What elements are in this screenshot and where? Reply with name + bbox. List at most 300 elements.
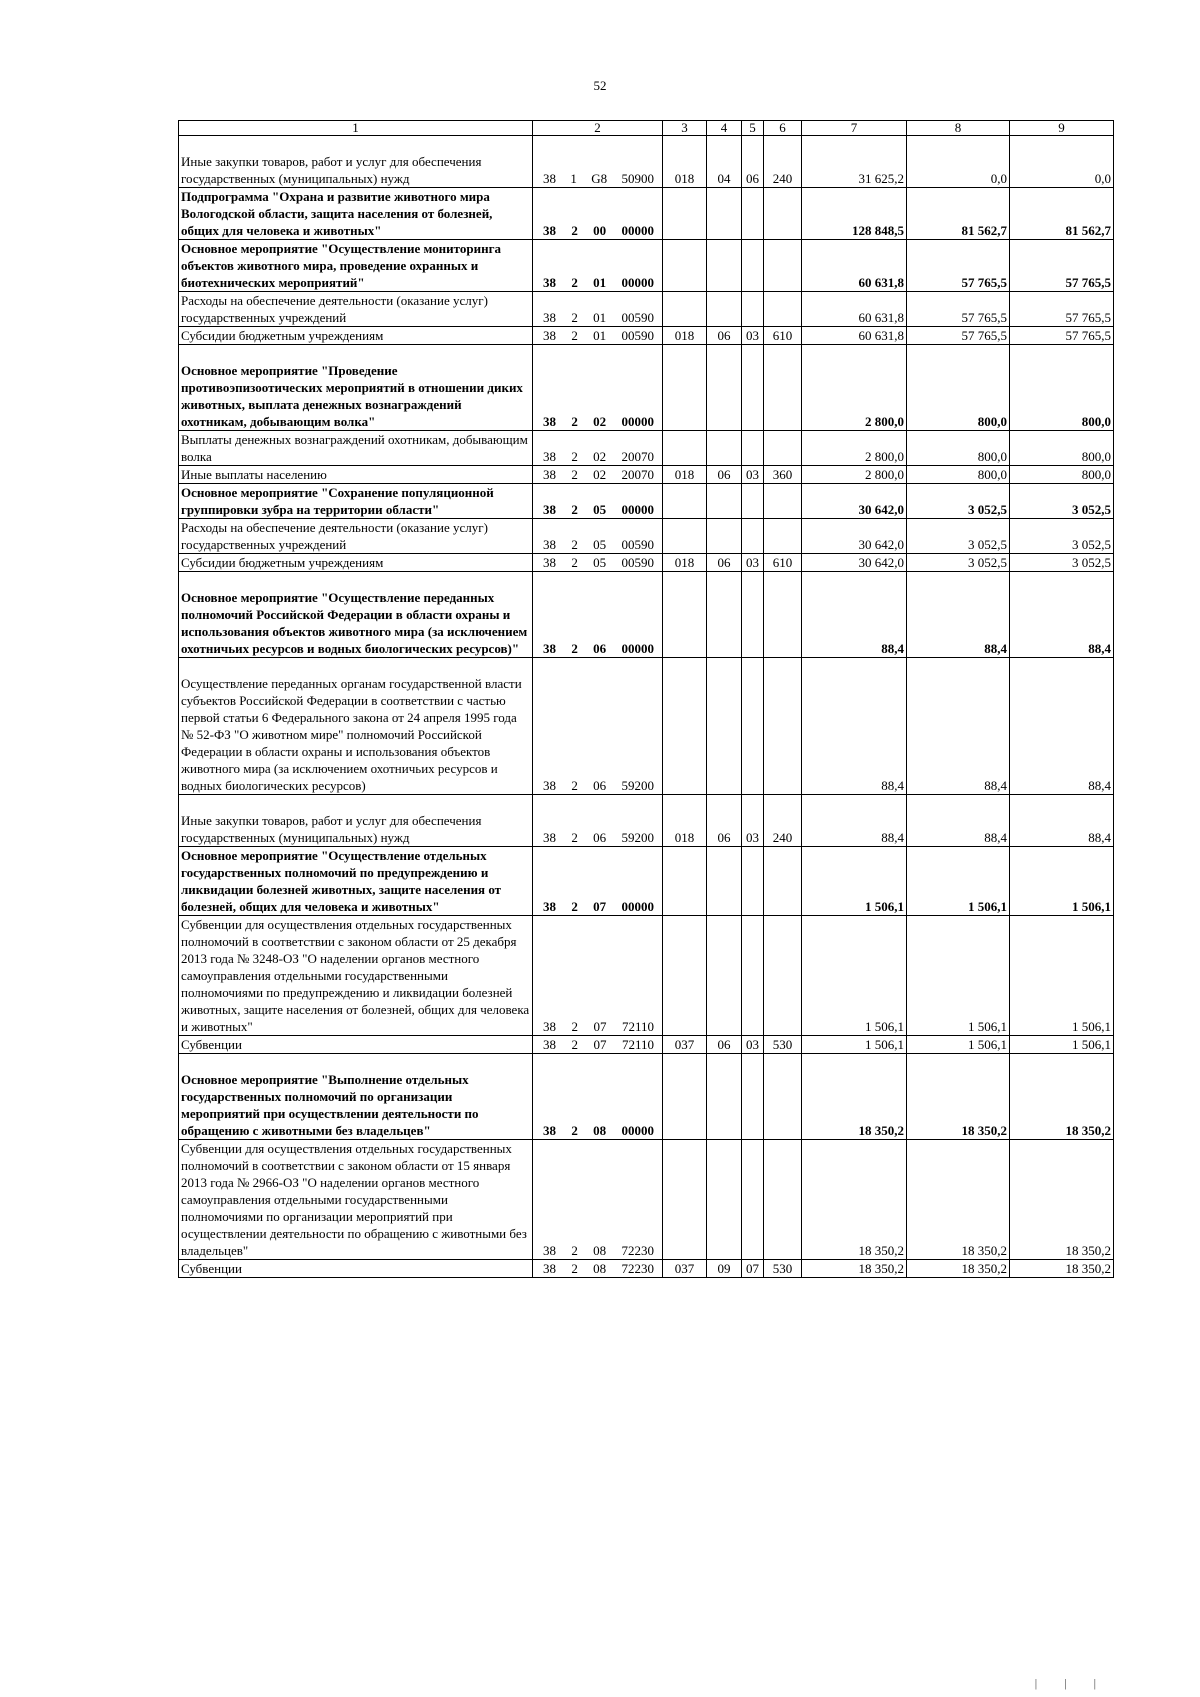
row-name: Субсидии бюджетным учреждениям (179, 327, 533, 345)
row-name: Субвенции для осуществления отдельных государственных полномочий в соответствии с законом области от 15 января 2013 года № 2966-ОЗ "О наделении органов местного самоуправления отдельными государственными полномочиями по организации мероприятий при осуществлении деятельности по обращению с животными без владельцев" (179, 1140, 533, 1260)
col3-cell (663, 431, 707, 466)
table-row (179, 431, 1114, 466)
header-cell: 8 (907, 121, 1010, 136)
row-name: Основное мероприятие "Осуществление мониторинга объектов животного мира, проведение охранных и биотехнических мероприятий" (179, 240, 533, 292)
col3-cell (663, 916, 707, 1036)
budget-code-part: 38 (543, 502, 556, 517)
amount-col7: 30 642,0 (802, 554, 907, 572)
budget-code-part: 02 (593, 467, 607, 482)
budget-code (533, 1140, 663, 1260)
col4-cell: 09 (707, 1260, 742, 1278)
amount-col7: 60 631,8 (802, 327, 907, 345)
budget-code-part: 2 (571, 555, 578, 570)
amount-col9: 88,4 (1010, 572, 1114, 658)
col4-cell (707, 345, 742, 431)
budget-code-part: 2 (571, 830, 578, 845)
col3-cell (663, 240, 707, 292)
table-row (179, 188, 1114, 240)
amount-col8: 800,0 (907, 345, 1010, 431)
budget-code-part: 2 (571, 467, 578, 482)
col6-cell: 360 (764, 466, 802, 484)
budget-code-part: 00590 (621, 310, 654, 325)
budget-code-part: 38 (543, 449, 556, 464)
budget-code-parts (535, 309, 660, 326)
budget-code-part: 38 (543, 414, 556, 429)
budget-code-parts (535, 829, 660, 846)
col5-cell: 03 (742, 1036, 764, 1054)
amount-col8: 800,0 (907, 466, 1010, 484)
col6-cell (764, 658, 802, 795)
table-row (179, 847, 1114, 916)
amount-col7: 1 506,1 (802, 1036, 907, 1054)
row-name: Субвенции (179, 1260, 533, 1278)
amount-col7: 30 642,0 (802, 519, 907, 554)
col5-cell (742, 519, 764, 554)
budget-code-part: 08 (593, 1123, 607, 1138)
budget-code-part: 00000 (621, 223, 654, 238)
col4-cell (707, 916, 742, 1036)
col5-cell (742, 188, 764, 240)
table-row (179, 1036, 1114, 1054)
budget-code-part: 2 (571, 1037, 578, 1052)
budget-code-part: 06 (593, 830, 607, 845)
budget-code-part: 08 (593, 1261, 607, 1276)
amount-col9: 3 052,5 (1010, 519, 1114, 554)
col4-cell (707, 292, 742, 327)
budget-code (533, 554, 663, 572)
col4-cell (707, 188, 742, 240)
amount-col8: 18 350,2 (907, 1140, 1010, 1260)
budget-code (533, 240, 663, 292)
amount-col8: 88,4 (907, 658, 1010, 795)
col6-cell: 530 (764, 1260, 802, 1278)
amount-col8: 18 350,2 (907, 1260, 1010, 1278)
amount-col7: 60 631,8 (802, 240, 907, 292)
col5-cell (742, 240, 764, 292)
budget-code-part: 20070 (621, 449, 654, 464)
col5-cell (742, 431, 764, 466)
amount-col9: 0,0 (1010, 136, 1114, 188)
budget-code-parts (535, 536, 660, 553)
budget-code-part: 06 (593, 641, 607, 656)
amount-col7: 60 631,8 (802, 292, 907, 327)
amount-col7: 2 800,0 (802, 345, 907, 431)
table-row (179, 327, 1114, 345)
row-name: Иные закупки товаров, работ и услуг для обеспечения государственных (муниципальных) нужд (179, 795, 533, 847)
amount-col7: 88,4 (802, 658, 907, 795)
row-name: Иные закупки товаров, работ и услуг для обеспечения государственных (муниципальных) нужд (179, 136, 533, 188)
col3-cell (663, 572, 707, 658)
amount-col7: 18 350,2 (802, 1054, 907, 1140)
budget-code-part: 38 (543, 328, 556, 343)
col6-cell (764, 847, 802, 916)
budget-code-parts (535, 898, 660, 915)
col3-cell: 018 (663, 554, 707, 572)
amount-col8: 57 765,5 (907, 292, 1010, 327)
amount-col9: 1 506,1 (1010, 916, 1114, 1036)
amount-col7: 31 625,2 (802, 136, 907, 188)
amount-col7: 88,4 (802, 572, 907, 658)
amount-col8: 3 052,5 (907, 554, 1010, 572)
col4-cell (707, 431, 742, 466)
amount-col8: 88,4 (907, 795, 1010, 847)
header-cell: 9 (1010, 121, 1114, 136)
amount-col9: 57 765,5 (1010, 240, 1114, 292)
row-name: Основное мероприятие "Проведение противоэпизоотических мероприятий в отношении диких животных, выплата денежных вознаграждений охотникам, добывающим волка" (179, 345, 533, 431)
budget-code-part: 05 (593, 502, 607, 517)
col3-cell: 018 (663, 136, 707, 188)
budget-code (533, 345, 663, 431)
budget-code (533, 327, 663, 345)
amount-col8: 800,0 (907, 431, 1010, 466)
col4-cell (707, 484, 742, 519)
budget-code-parts (535, 777, 660, 794)
col6-cell: 240 (764, 795, 802, 847)
col5-cell: 03 (742, 795, 764, 847)
budget-code-parts (535, 501, 660, 518)
col3-cell (663, 484, 707, 519)
col6-cell: 610 (764, 554, 802, 572)
budget-code-part: 72230 (621, 1261, 654, 1276)
budget-code-part: 00 (593, 223, 607, 238)
budget-code-part: 2 (571, 414, 578, 429)
budget-code-part: 07 (593, 1019, 607, 1034)
col3-cell (663, 188, 707, 240)
col3-cell: 037 (663, 1260, 707, 1278)
budget-code-part: 00000 (621, 899, 654, 914)
header-cell: 5 (742, 121, 764, 136)
budget-code (533, 572, 663, 658)
budget-code-part: 02 (593, 449, 607, 464)
amount-col7: 128 848,5 (802, 188, 907, 240)
amount-col8: 57 765,5 (907, 240, 1010, 292)
budget-code-part: 38 (543, 310, 556, 325)
table-row (179, 916, 1114, 1036)
budget-code (533, 188, 663, 240)
budget-code-part: 38 (543, 1261, 556, 1276)
budget-code-part: 2 (571, 899, 578, 914)
col5-cell (742, 916, 764, 1036)
budget-code-part: 2 (571, 1123, 578, 1138)
row-name: Субсидии бюджетным учреждениям (179, 554, 533, 572)
budget-code-part: 2 (571, 778, 578, 793)
col4-cell (707, 572, 742, 658)
col6-cell (764, 572, 802, 658)
col5-cell: 06 (742, 136, 764, 188)
scan-corner-marks: | | | (1034, 1676, 1108, 1690)
col4-cell (707, 519, 742, 554)
row-name: Расходы на обеспечение деятельности (оказание услуг) государственных учреждений (179, 292, 533, 327)
row-name: Выплаты денежных вознаграждений охотникам, добывающим волка (179, 431, 533, 466)
budget-code-part: 00000 (621, 641, 654, 656)
budget-code-parts (535, 1018, 660, 1035)
budget-code-part: 38 (543, 467, 556, 482)
col4-cell: 06 (707, 554, 742, 572)
budget-code-part: 38 (543, 830, 556, 845)
header-cell: 6 (764, 121, 802, 136)
col6-cell (764, 484, 802, 519)
col4-cell: 06 (707, 795, 742, 847)
amount-col8: 57 765,5 (907, 327, 1010, 345)
budget-code-part: 38 (543, 275, 556, 290)
row-name: Иные выплаты населению (179, 466, 533, 484)
budget-code (533, 795, 663, 847)
col4-cell: 06 (707, 466, 742, 484)
header-cell: 7 (802, 121, 907, 136)
budget-code-part: 20070 (621, 467, 654, 482)
budget-code (533, 1260, 663, 1278)
table-row (179, 292, 1114, 327)
table-row (179, 1140, 1114, 1260)
amount-col9: 57 765,5 (1010, 327, 1114, 345)
col5-cell (742, 658, 764, 795)
budget-code-part: 72230 (621, 1243, 654, 1258)
budget-code-part: 38 (543, 899, 556, 914)
col3-cell: 018 (663, 466, 707, 484)
budget-table (178, 120, 1114, 1278)
col5-cell (742, 572, 764, 658)
table-row (179, 572, 1114, 658)
budget-code-part: 00590 (621, 555, 654, 570)
col4-cell: 06 (707, 327, 742, 345)
budget-code-part: 38 (543, 641, 556, 656)
budget-code-part: 05 (593, 537, 607, 552)
table-row (179, 1260, 1114, 1278)
col5-cell: 03 (742, 554, 764, 572)
row-name: Основное мероприятие "Осуществление отдельных государственных полномочий по предупреждению и ликвидации болезней животных, защите населения от болезней, общих для человека и животных" (179, 847, 533, 916)
amount-col8: 1 506,1 (907, 1036, 1010, 1054)
budget-code-parts (535, 1242, 660, 1259)
amount-col7: 1 506,1 (802, 916, 907, 1036)
budget-code-parts (535, 327, 660, 344)
budget-code-part: 38 (543, 778, 556, 793)
budget-code (533, 431, 663, 466)
table-row (179, 136, 1114, 188)
budget-code-part: 07 (593, 1037, 607, 1052)
budget-code (533, 466, 663, 484)
col6-cell (764, 240, 802, 292)
budget-code-part: 38 (543, 1243, 556, 1258)
amount-col8: 81 562,7 (907, 188, 1010, 240)
table-row (179, 554, 1114, 572)
budget-code (533, 519, 663, 554)
amount-col8: 0,0 (907, 136, 1010, 188)
budget-code-part: 2 (571, 537, 578, 552)
col4-cell (707, 240, 742, 292)
col6-cell: 530 (764, 1036, 802, 1054)
col5-cell (742, 847, 764, 916)
table-row (179, 345, 1114, 431)
col6-cell (764, 1054, 802, 1140)
amount-col9: 800,0 (1010, 431, 1114, 466)
amount-col9: 1 506,1 (1010, 847, 1114, 916)
amount-col8: 1 506,1 (907, 847, 1010, 916)
budget-code-parts (535, 1036, 660, 1053)
budget-code-part: 38 (543, 223, 556, 238)
col4-cell (707, 658, 742, 795)
table-row (179, 519, 1114, 554)
budget-code (533, 658, 663, 795)
amount-col8: 1 506,1 (907, 916, 1010, 1036)
col3-cell: 018 (663, 795, 707, 847)
budget-code-parts (535, 554, 660, 571)
col6-cell (764, 292, 802, 327)
col5-cell (742, 1054, 764, 1140)
amount-col8: 88,4 (907, 572, 1010, 658)
header-cell: 4 (707, 121, 742, 136)
amount-col9: 3 052,5 (1010, 484, 1114, 519)
col4-cell: 06 (707, 1036, 742, 1054)
amount-col9: 1 506,1 (1010, 1036, 1114, 1054)
col5-cell: 03 (742, 327, 764, 345)
col5-cell (742, 484, 764, 519)
amount-col7: 30 642,0 (802, 484, 907, 519)
col6-cell (764, 916, 802, 1036)
budget-code-part: 01 (593, 328, 607, 343)
budget-code-part: 59200 (621, 778, 654, 793)
budget-code (533, 1036, 663, 1054)
col5-cell (742, 345, 764, 431)
budget-code-part: 06 (593, 778, 607, 793)
budget-code-parts (535, 1122, 660, 1139)
table-row (179, 466, 1114, 484)
col5-cell: 07 (742, 1260, 764, 1278)
col3-cell (663, 1140, 707, 1260)
row-name: Основное мероприятие "Осуществление переданных полномочий Российской Федерации в области охраны и использования объектов животного мира (за исключением охотничьих ресурсов и водных биологических ресурсов)" (179, 572, 533, 658)
col3-cell (663, 1054, 707, 1140)
budget-code-part: 2 (571, 449, 578, 464)
budget-code-part: 38 (543, 537, 556, 552)
budget-code-part: 38 (543, 1037, 556, 1052)
budget-code-parts (535, 222, 660, 239)
budget-code-parts (535, 170, 660, 187)
row-name: Субвенции (179, 1036, 533, 1054)
budget-code-parts (535, 1260, 660, 1277)
budget-code-part: 50900 (621, 171, 654, 186)
col6-cell (764, 519, 802, 554)
col6-cell (764, 431, 802, 466)
budget-code-part: 2 (571, 328, 578, 343)
budget-code (533, 484, 663, 519)
row-name: Осуществление переданных органам государственной власти субъектов Российской Федерации в соответствии с частью первой статьи 6 Федерального закона от 24 апреля 1995 года № 52-ФЗ "О животном мире" полномочий Российской Федерации в области охраны и использования объектов животного мира (за исключением охотничьих ресурсов и водных биологических ресурсов) (179, 658, 533, 795)
budget-code-parts (535, 413, 660, 430)
budget-code-part: 38 (543, 171, 556, 186)
budget-code (533, 916, 663, 1036)
col3-cell: 037 (663, 1036, 707, 1054)
amount-col9: 81 562,7 (1010, 188, 1114, 240)
col5-cell (742, 1140, 764, 1260)
budget-code-part: 38 (543, 1123, 556, 1138)
row-name: Основное мероприятие "Сохранение популяционной группировки зубра на территории области" (179, 484, 533, 519)
page-number: 52 (593, 78, 607, 93)
col4-cell: 04 (707, 136, 742, 188)
col3-cell (663, 658, 707, 795)
col4-cell (707, 847, 742, 916)
budget-code-parts (535, 274, 660, 291)
amount-col7: 2 800,0 (802, 466, 907, 484)
budget-code-part: 2 (571, 223, 578, 238)
budget-code-part: 72110 (621, 1037, 654, 1052)
amount-col8: 18 350,2 (907, 1054, 1010, 1140)
amount-col9: 18 350,2 (1010, 1260, 1114, 1278)
amount-col7: 88,4 (802, 795, 907, 847)
budget-code (533, 292, 663, 327)
budget-code-part: 00590 (621, 328, 654, 343)
header-cell: 2 (533, 121, 663, 136)
amount-col7: 2 800,0 (802, 431, 907, 466)
budget-code-part: 05 (593, 555, 607, 570)
amount-col7: 18 350,2 (802, 1260, 907, 1278)
budget-code-part: 02 (593, 414, 607, 429)
budget-code-parts (535, 466, 660, 483)
col3-cell (663, 847, 707, 916)
amount-col7: 1 506,1 (802, 847, 907, 916)
budget-code-part: 00000 (621, 1123, 654, 1138)
row-name: Подпрограмма "Охрана и развитие животного мира Вологодской области, защита населения от болезней, общих для человека и животных" (179, 188, 533, 240)
budget-code-part: G8 (591, 171, 608, 186)
budget-code-parts (535, 448, 660, 465)
amount-col9: 800,0 (1010, 345, 1114, 431)
row-name: Расходы на обеспечение деятельности (оказание услуг) государственных учреждений (179, 519, 533, 554)
budget-code-part: 2 (571, 641, 578, 656)
col4-cell (707, 1140, 742, 1260)
amount-col9: 88,4 (1010, 658, 1114, 795)
budget-code-part: 59200 (621, 830, 654, 845)
col4-cell (707, 1054, 742, 1140)
table-row (179, 484, 1114, 519)
header-cell: 1 (179, 121, 533, 136)
budget-code-parts (535, 640, 660, 657)
table-row (179, 658, 1114, 795)
budget-code-part: 2 (571, 1243, 578, 1258)
budget-code-part: 2 (571, 1261, 578, 1276)
budget-code (533, 1054, 663, 1140)
budget-code-part: 2 (571, 275, 578, 290)
budget-code-part: 2 (571, 310, 578, 325)
budget-code-part: 1 (570, 171, 577, 186)
budget-code-part: 00590 (621, 537, 654, 552)
col6-cell (764, 1140, 802, 1260)
col3-cell (663, 292, 707, 327)
budget-code-part: 2 (571, 1019, 578, 1034)
budget-code-part: 01 (593, 275, 607, 290)
amount-col7: 18 350,2 (802, 1140, 907, 1260)
table-row (179, 1054, 1114, 1140)
col3-cell (663, 519, 707, 554)
budget-code-part: 00000 (621, 502, 654, 517)
header-cell: 3 (663, 121, 707, 136)
budget-code (533, 847, 663, 916)
amount-col9: 18 350,2 (1010, 1140, 1114, 1260)
amount-col9: 18 350,2 (1010, 1054, 1114, 1140)
budget-code-part: 07 (593, 899, 607, 914)
amount-col9: 800,0 (1010, 466, 1114, 484)
budget-code-part: 38 (543, 555, 556, 570)
amount-col8: 3 052,5 (907, 519, 1010, 554)
col5-cell (742, 292, 764, 327)
row-name: Субвенции для осуществления отдельных государственных полномочий в соответствии с законом области от 25 декабря 2013 года № 3248-ОЗ "О наделении органов местного самоуправления отдельными государственными полномочиями по предупреждению и ликвидации болезней животных, защите населения от болезней, общих для человека и животных" (179, 916, 533, 1036)
col3-cell: 018 (663, 327, 707, 345)
table-header-row (179, 121, 1114, 136)
col6-cell: 240 (764, 136, 802, 188)
amount-col9: 88,4 (1010, 795, 1114, 847)
row-name: Основное мероприятие "Выполнение отдельных государственных полномочий по организации мероприятий при осуществлении деятельности по обращению с животными без владельцев" (179, 1054, 533, 1140)
budget-code-part: 38 (543, 1019, 556, 1034)
budget-code-part: 00000 (621, 414, 654, 429)
budget-code-part: 2 (571, 502, 578, 517)
col3-cell (663, 345, 707, 431)
table-row (179, 795, 1114, 847)
